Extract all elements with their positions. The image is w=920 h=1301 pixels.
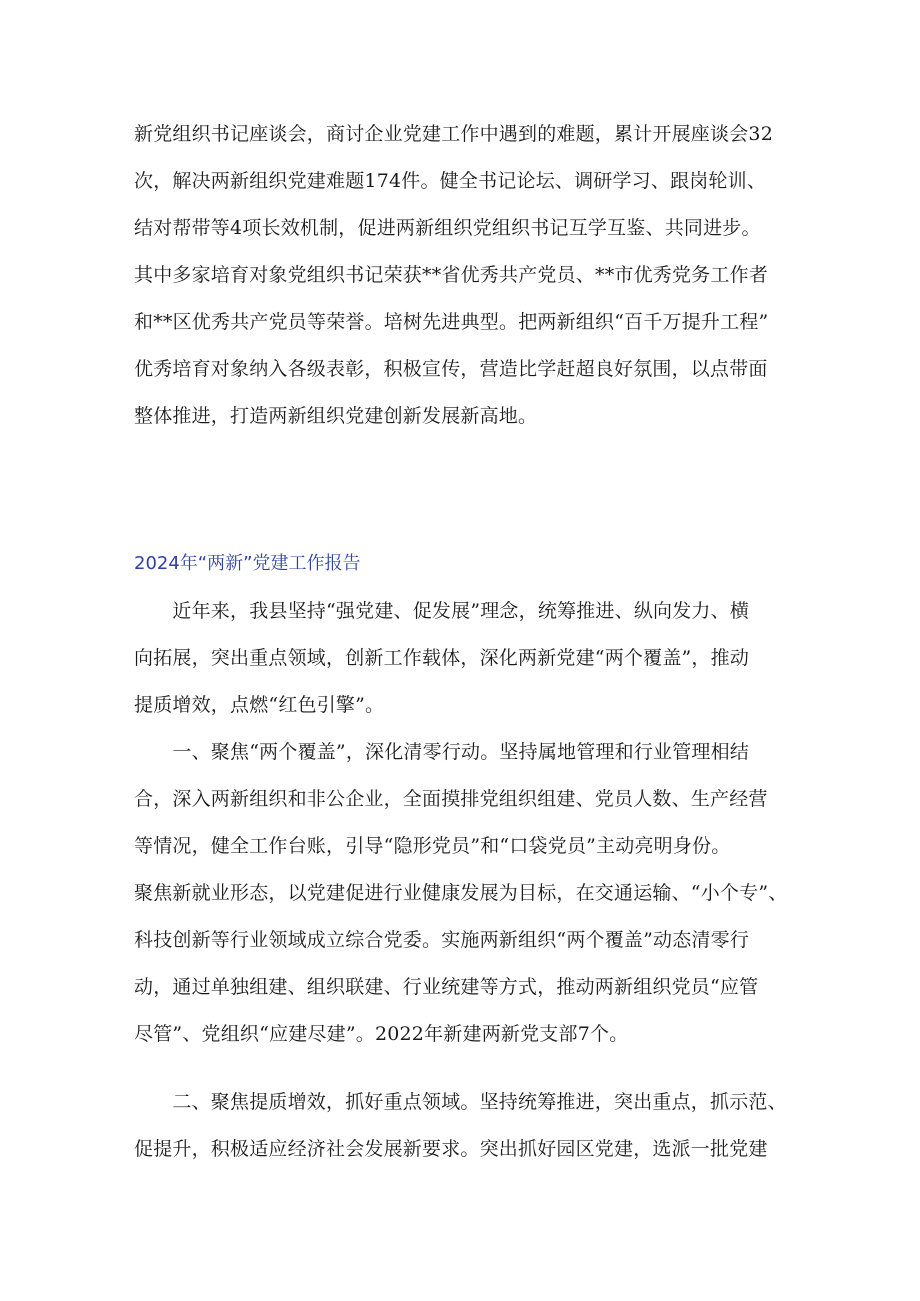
body-text-line: 动，通过单独组建、组织联建、行业统建等方式，推动两新组织党员“应管 [134, 976, 759, 998]
body-text-line: 向拓展，突出重点领域，创新工作载体，深化两新党建“两个覆盖”，推动 [134, 647, 750, 669]
body-text-line: 优秀培育对象纳入各级表彰，积极宣传，营造比学赶超良好氛围，以点带面 [134, 358, 768, 380]
body-text-line: 二、聚焦提质增效，抓好重点领域。坚持统筹推进，突出重点，抓示范、 [134, 1091, 787, 1113]
body-text-line: 尽管”、党组织“应建尽建”。2022年新建两新党支部7个。 [134, 1023, 629, 1045]
body-text-line: 科技创新等行业领域成立综合党委。实施两新组织“两个覆盖”动态清零行 [134, 929, 750, 951]
body-text-line: 等情况，健全工作台账，引导“隐形党员”和“口袋党员”主动亮明身份。 [134, 835, 731, 857]
body-text-line: 合，深入两新组织和非公企业，全面摸排党组织组建、党员人数、生产经营 [134, 788, 768, 810]
body-text-line: 其中多家培育对象党组织书记荣获**省优秀共产党员、**市优秀党务工作者 [134, 264, 769, 286]
body-text-line: 提质增效，点燃“红色引擎”。 [134, 694, 385, 716]
report-title: 2024年“两新”党建工作报告 [134, 553, 361, 574]
body-text-line: 新党组织书记座谈会，商讨企业党建工作中遇到的难题，累计开展座谈会32 [134, 123, 773, 145]
body-text-line: 聚焦新就业形态，以党建促进行业健康发展为目标，在交通运输、“小个专”、 [134, 882, 788, 904]
body-text-line: 一、聚焦“两个覆盖”，深化清零行动。坚持属地管理和行业管理相结 [134, 741, 750, 763]
body-text-line: 整体推进，打造两新组织党建创新发展新高地。 [134, 405, 538, 427]
body-text-line: 近年来，我县坚持“强党建、促发展”理念，统筹推进、纵向发力、横 [134, 600, 750, 622]
body-text-line: 结对帮带等4项长效机制，促进两新组织党组织书记互学互鉴、共同进步。 [134, 217, 761, 239]
body-text-line: 次，解决两新组织党建难题174件。健全书记论坛、调研学习、跟岗轮训、 [134, 170, 767, 192]
body-text-line: 促提升，积极适应经济社会发展新要求。突出抓好园区党建，选派一批党建 [134, 1138, 768, 1160]
body-text-line: 和**区优秀共产党员等荣誉。培树先进典型。把两新组织“百千万提升工程” [134, 311, 769, 333]
